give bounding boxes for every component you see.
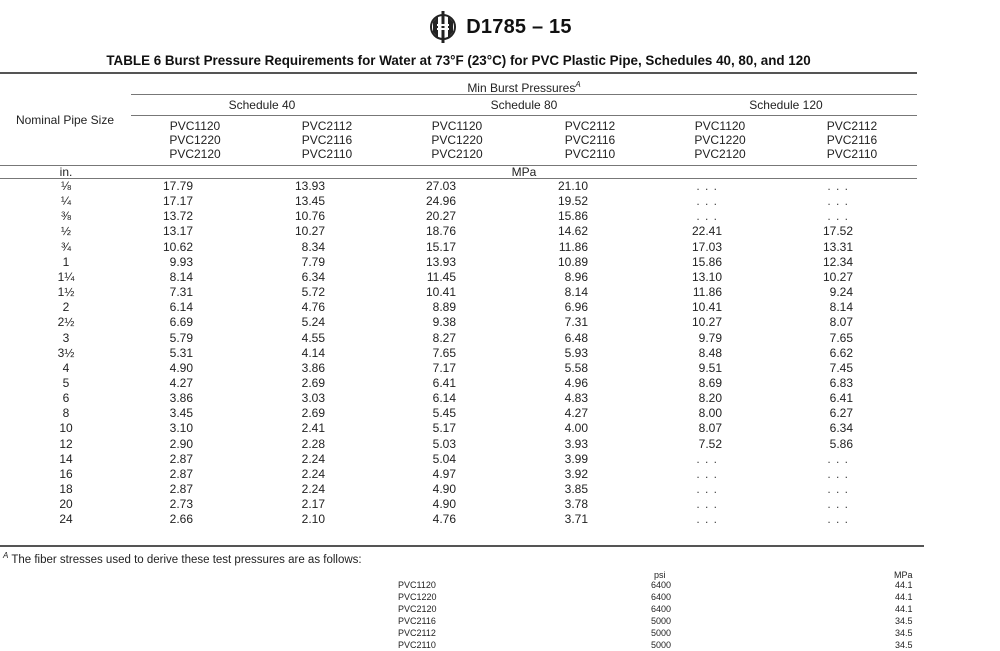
material-label: PVC2110 bbox=[826, 147, 878, 161]
table-cell-s120_a: 7.52 bbox=[698, 436, 722, 451]
table-cell-s80_a: 5.17 bbox=[432, 421, 456, 436]
table-cell-s40_a: 6.69 bbox=[169, 315, 193, 330]
table-cell-s80_a: 5.04 bbox=[432, 451, 456, 466]
table-cell-s40_a: 2.66 bbox=[169, 512, 193, 527]
table-cell-s40_a: 13.17 bbox=[162, 224, 193, 239]
table-cell-s120_a: . . . bbox=[696, 482, 718, 496]
row-size: 5 bbox=[62, 375, 70, 390]
row-size: ¼ bbox=[60, 194, 71, 209]
footnote-material: PVC1120 bbox=[398, 580, 436, 590]
table-cell-s40_b: 3.03 bbox=[301, 391, 325, 406]
table-cell-s120_a: 8.00 bbox=[698, 406, 722, 421]
footnote-material: PVC2116 bbox=[398, 616, 436, 626]
s80-material-group-a bbox=[422, 119, 492, 161]
table-cell-s120_b: 17.52 bbox=[822, 224, 853, 239]
row-size: 18 bbox=[59, 482, 73, 496]
footnote-mpa: 34.5 bbox=[895, 628, 913, 638]
table-cell-s80_a: 13.93 bbox=[425, 254, 456, 269]
table-cell-s40_a: 2.73 bbox=[169, 497, 193, 512]
row-size: 12 bbox=[59, 436, 73, 451]
table-cell-s80_b: 15.86 bbox=[557, 209, 588, 224]
table-cell-s120_a: 15.86 bbox=[691, 254, 722, 269]
table-cell-s120_a: . . . bbox=[696, 466, 718, 481]
table-cell-s40_b: 2.28 bbox=[301, 436, 325, 451]
row-header-nominal-pipe-size: Nominal Pipe Size bbox=[15, 113, 115, 127]
material-label: PVC2120 bbox=[169, 147, 221, 161]
table-cell-s120_a: 8.48 bbox=[698, 345, 722, 360]
table-cell-s80_a: 4.76 bbox=[432, 512, 456, 527]
table-cell-s120_b: . . . bbox=[827, 209, 849, 224]
table-cell-s80_a: 15.17 bbox=[425, 239, 456, 254]
table-cell-s40_a: 4.90 bbox=[169, 360, 193, 375]
material-label: PVC1120 bbox=[694, 119, 746, 133]
table-cell-s80_b: 8.96 bbox=[564, 269, 588, 284]
footnote-material: PVC2110 bbox=[398, 640, 436, 650]
table-cell-s120_b: 6.27 bbox=[829, 406, 853, 421]
material-label: PVC2116 bbox=[826, 133, 878, 147]
table-cell-s80_b: 21.10 bbox=[557, 179, 588, 193]
footnote-col-mpa: MPa bbox=[894, 570, 913, 580]
table-cell-s80_b: 4.96 bbox=[564, 375, 588, 390]
footnote-material: PVC2120 bbox=[398, 604, 437, 614]
footnote-mpa: 34.5 bbox=[895, 640, 913, 650]
row-size: 10 bbox=[59, 421, 73, 436]
table-cell-s80_b: 10.89 bbox=[557, 254, 588, 269]
table-cell-s40_b: 5.72 bbox=[301, 285, 325, 300]
row-size: 4 bbox=[62, 360, 70, 375]
table-cell-s120_b: 5.86 bbox=[829, 436, 853, 451]
table-cell-s80_a: 5.45 bbox=[432, 406, 456, 421]
table-cell-s80_b: 4.27 bbox=[564, 406, 588, 421]
table-cell-s80_b: 3.99 bbox=[564, 451, 588, 466]
table-cell-s40_a: 2.87 bbox=[169, 466, 193, 481]
table-bottom-rule bbox=[0, 545, 924, 547]
table-cell-s40_b: 2.69 bbox=[301, 375, 325, 390]
table-cell-s120_b: 8.07 bbox=[829, 315, 853, 330]
schedule-40-header: Schedule 40 bbox=[228, 98, 296, 112]
material-label: PVC1120 bbox=[431, 119, 483, 133]
footnote-mpa: 44.1 bbox=[895, 592, 913, 602]
table-cell-s40_a: 3.45 bbox=[169, 406, 193, 421]
row-size: 20 bbox=[59, 497, 73, 512]
table-cell-s40_b: 4.14 bbox=[301, 345, 325, 360]
row-size: ⅛ bbox=[60, 179, 71, 193]
table-cell-s120_b: 9.24 bbox=[829, 285, 853, 300]
table-cell-s120_b: . . . bbox=[827, 179, 849, 193]
group-header-min-burst bbox=[131, 78, 917, 95]
material-label: PVC2120 bbox=[694, 147, 746, 161]
table-cell-s40_a: 13.72 bbox=[162, 209, 193, 224]
table-cell-s120_a: 10.27 bbox=[691, 315, 722, 330]
document-id: D1785 – 15 bbox=[466, 15, 572, 38]
footnote-material: PVC2112 bbox=[398, 628, 436, 638]
material-label: PVC2112 bbox=[826, 119, 878, 133]
table-cell-s40_b: 8.34 bbox=[301, 239, 325, 254]
table-cell-s120_b: 8.14 bbox=[829, 300, 853, 315]
s80-material-group-b bbox=[555, 119, 625, 161]
table-cell-s40_b: 2.24 bbox=[301, 451, 325, 466]
table-cell-s40_b: 2.24 bbox=[301, 466, 325, 481]
table-cell-s80_a: 27.03 bbox=[425, 179, 456, 193]
row-size: 1½ bbox=[57, 285, 75, 300]
footnote-mark: A bbox=[3, 551, 9, 560]
table-cell-s120_b: 10.27 bbox=[822, 269, 853, 284]
table-cell-s40_a: 2.90 bbox=[169, 436, 193, 451]
table-cell-s40_a: 17.17 bbox=[162, 194, 193, 209]
table-cell-s80_b: 6.48 bbox=[564, 330, 588, 345]
table-cell-s40_a: 5.31 bbox=[169, 345, 193, 360]
row-size: 1 bbox=[62, 254, 70, 269]
row-size: 2 bbox=[62, 300, 70, 315]
row-size: 2½ bbox=[57, 315, 75, 330]
group-header-label: Min Burst Pressures bbox=[467, 81, 576, 95]
table-cell-s80_b: 14.62 bbox=[557, 224, 588, 239]
footnote-psi: 6400 bbox=[651, 592, 672, 602]
table-cell-s120_b: 7.45 bbox=[829, 360, 853, 375]
footnote-mark: A bbox=[575, 80, 581, 89]
table-cell-s80_b: 3.71 bbox=[564, 512, 588, 527]
table-cell-s80_b: 7.31 bbox=[564, 315, 588, 330]
schedule-header-rule bbox=[131, 115, 917, 116]
table-cell-s40_b: 2.24 bbox=[301, 482, 325, 496]
table-cell-s80_a: 11.45 bbox=[426, 269, 456, 284]
table-cell-s80_a: 24.96 bbox=[425, 194, 456, 209]
table-cell-s120_a: 13.10 bbox=[691, 269, 722, 284]
row-size: 3½ bbox=[57, 345, 75, 360]
table-cell-s80_b: 3.78 bbox=[564, 497, 588, 512]
table-cell-s120_b: . . . bbox=[827, 466, 849, 481]
table-cell-s80_b: 3.92 bbox=[564, 466, 588, 481]
row-size: 8 bbox=[62, 406, 70, 421]
table-cell-s40_b: 4.76 bbox=[301, 300, 325, 315]
table-cell-s80_b: 6.96 bbox=[564, 300, 588, 315]
table-cell-s80_a: 4.97 bbox=[432, 466, 456, 481]
footnote-psi: 5000 bbox=[651, 628, 672, 638]
table-cell-s40_a: 6.14 bbox=[169, 300, 193, 315]
table-cell-s120_b: . . . bbox=[827, 451, 849, 466]
unit-size-label: in. bbox=[59, 165, 73, 179]
table-cell-s80_a: 20.27 bbox=[425, 209, 456, 224]
table-cell-s80_a: 8.89 bbox=[432, 300, 456, 315]
unit-pressure-label: MPa bbox=[511, 165, 537, 179]
material-label: PVC1220 bbox=[431, 133, 483, 147]
material-label: PVC2110 bbox=[564, 147, 616, 161]
table-cell-s120_b: 6.83 bbox=[829, 375, 853, 390]
table-cell-s120_a: . . . bbox=[696, 179, 718, 193]
table-cell-s80_b: 4.00 bbox=[564, 421, 588, 436]
table-cell-s120_a: 8.20 bbox=[698, 391, 722, 406]
s120-material-group-b bbox=[817, 119, 887, 161]
table-cell-s80_a: 7.17 bbox=[432, 360, 456, 375]
table-title: TABLE 6 Burst Pressure Requirements for Water at 73°F (23°C) for PVC Plastic Pipe, Schedules 40, 80, and 120 bbox=[106, 53, 811, 68]
table-cell-s80_a: 6.41 bbox=[432, 375, 456, 390]
row-size: 1¼ bbox=[57, 269, 75, 284]
table-cell-s40_b: 6.34 bbox=[301, 269, 325, 284]
table-cell-s80_b: 4.83 bbox=[564, 391, 588, 406]
material-label: PVC2116 bbox=[564, 133, 616, 147]
s40-material-group-b bbox=[292, 119, 362, 161]
table-cell-s80_b: 3.93 bbox=[564, 436, 588, 451]
table-cell-s40_b: 5.24 bbox=[301, 315, 325, 330]
table-cell-s120_a: 11.86 bbox=[692, 285, 722, 300]
table-cell-s40_a: 9.93 bbox=[169, 254, 193, 269]
table-cell-s80_a: 4.90 bbox=[432, 482, 456, 496]
table-cell-s80_a: 6.14 bbox=[432, 391, 456, 406]
table-cell-s120_a: 17.03 bbox=[691, 239, 722, 254]
table-cell-s120_b: 6.41 bbox=[829, 391, 853, 406]
table-cell-s120_a: . . . bbox=[696, 194, 718, 209]
table-cell-s40_b: 7.79 bbox=[301, 254, 325, 269]
table-cell-s120_b: . . . bbox=[827, 497, 849, 512]
table-cell-s40_a: 7.31 bbox=[169, 285, 193, 300]
material-label: PVC1220 bbox=[694, 133, 746, 147]
astm-logo-icon bbox=[428, 10, 458, 44]
table-top-rule bbox=[0, 72, 917, 74]
table-cell-s40_a: 3.86 bbox=[169, 391, 193, 406]
table-cell-s40_b: 13.93 bbox=[294, 179, 325, 193]
footnote-text bbox=[3, 551, 362, 566]
table-cell-s40_a: 8.14 bbox=[169, 269, 193, 284]
table-cell-s80_a: 4.90 bbox=[432, 497, 456, 512]
table-cell-s120_a: 8.07 bbox=[698, 421, 722, 436]
table-cell-s120_a: 22.41 bbox=[691, 224, 722, 239]
document-header bbox=[0, 10, 1000, 49]
row-size: 24 bbox=[59, 512, 73, 527]
table-cell-s80_a: 9.38 bbox=[432, 315, 456, 330]
table-cell-s40_a: 2.87 bbox=[169, 482, 193, 496]
table-cell-s40_b: 13.45 bbox=[294, 194, 325, 209]
table-cell-s120_a: 9.51 bbox=[698, 360, 722, 375]
row-size: 16 bbox=[59, 466, 73, 481]
table-cell-s40_b: 2.10 bbox=[301, 512, 325, 527]
material-label: PVC2112 bbox=[301, 119, 353, 133]
table-cell-s80_a: 7.65 bbox=[432, 345, 456, 360]
footnote-mpa: 44.1 bbox=[895, 604, 913, 614]
table-cell-s40_a: 4.27 bbox=[169, 375, 193, 390]
table-cell-s40_b: 4.55 bbox=[301, 330, 325, 345]
table-cell-s120_b: 7.65 bbox=[829, 330, 853, 345]
table-cell-s120_b: 12.34 bbox=[822, 254, 853, 269]
s40-material-group-a bbox=[160, 119, 230, 161]
schedule-80-header: Schedule 80 bbox=[490, 98, 558, 112]
table-cell-s40_a: 5.79 bbox=[169, 330, 193, 345]
table-cell-s120_b: 13.31 bbox=[822, 239, 853, 254]
material-label: PVC2110 bbox=[301, 147, 353, 161]
footnote-psi: 5000 bbox=[651, 616, 672, 626]
table-cell-s40_a: 10.62 bbox=[162, 239, 193, 254]
footnote-material: PVC1220 bbox=[398, 592, 437, 602]
table-cell-s120_a: . . . bbox=[696, 512, 718, 527]
table-cell-s40_b: 10.27 bbox=[294, 224, 325, 239]
footnote-mpa: 44.1 bbox=[895, 580, 913, 590]
table-cell-s120_a: 9.79 bbox=[698, 330, 722, 345]
table-cell-s80_a: 5.03 bbox=[432, 436, 456, 451]
table-cell-s80_a: 10.41 bbox=[425, 285, 456, 300]
material-label: PVC2112 bbox=[564, 119, 616, 133]
material-label: PVC1120 bbox=[169, 119, 221, 133]
table-cell-s80_b: 11.86 bbox=[558, 239, 588, 254]
material-label: PVC2116 bbox=[301, 133, 353, 147]
table-cell-s80_a: 8.27 bbox=[432, 330, 456, 345]
material-label: PVC1220 bbox=[169, 133, 221, 147]
row-size: ½ bbox=[60, 224, 71, 239]
s120-material-group-a bbox=[685, 119, 755, 161]
table-cell-s120_b: . . . bbox=[827, 482, 849, 496]
table-cell-s120_b: 6.34 bbox=[829, 421, 853, 436]
table-cell-s120_b: . . . bbox=[827, 512, 849, 527]
table-cell-s40_b: 10.76 bbox=[294, 209, 325, 224]
table-cell-s40_b: 2.69 bbox=[301, 406, 325, 421]
table-cell-s80_b: 5.58 bbox=[564, 360, 588, 375]
table-cell-s120_a: 10.41 bbox=[691, 300, 722, 315]
footnote-psi: 6400 bbox=[651, 580, 672, 590]
schedule-120-header: Schedule 120 bbox=[749, 98, 823, 112]
row-size: 6 bbox=[62, 391, 70, 406]
footnote-body: The fiber stresses used to derive these test pressures are as follows: bbox=[11, 553, 362, 566]
table-cell-s40_b: 2.41 bbox=[301, 421, 325, 436]
footnote-psi: 6400 bbox=[651, 604, 672, 614]
table-cell-s120_b: . . . bbox=[827, 194, 849, 209]
table-cell-s120_a: . . . bbox=[696, 497, 718, 512]
table-cell-s120_a: . . . bbox=[696, 209, 718, 224]
table-cell-s80_a: 18.76 bbox=[425, 224, 456, 239]
table-cell-s80_b: 5.93 bbox=[564, 345, 588, 360]
footnote-psi: 5000 bbox=[651, 640, 672, 650]
table-cell-s40_a: 17.79 bbox=[162, 179, 193, 193]
footnote-mpa: 34.5 bbox=[895, 616, 913, 626]
row-size: 3 bbox=[62, 330, 70, 345]
table-cell-s40_b: 3.86 bbox=[301, 360, 325, 375]
row-size: ⅜ bbox=[60, 209, 71, 224]
table-cell-s120_a: 8.69 bbox=[698, 375, 722, 390]
table-cell-s40_a: 3.10 bbox=[169, 421, 193, 436]
material-label: PVC2120 bbox=[431, 147, 483, 161]
table-cell-s80_b: 8.14 bbox=[564, 285, 588, 300]
footnote-col-psi: psi bbox=[654, 570, 666, 580]
table-cell-s120_a: . . . bbox=[696, 451, 718, 466]
row-size: 14 bbox=[59, 451, 73, 466]
table-cell-s120_b: 6.62 bbox=[829, 345, 853, 360]
table-cell-s80_b: 3.85 bbox=[564, 482, 588, 496]
table-cell-s40_a: 2.87 bbox=[169, 451, 193, 466]
table-cell-s40_b: 2.17 bbox=[301, 497, 325, 512]
row-size: ¾ bbox=[60, 239, 71, 254]
table-cell-s80_b: 19.52 bbox=[557, 194, 588, 209]
